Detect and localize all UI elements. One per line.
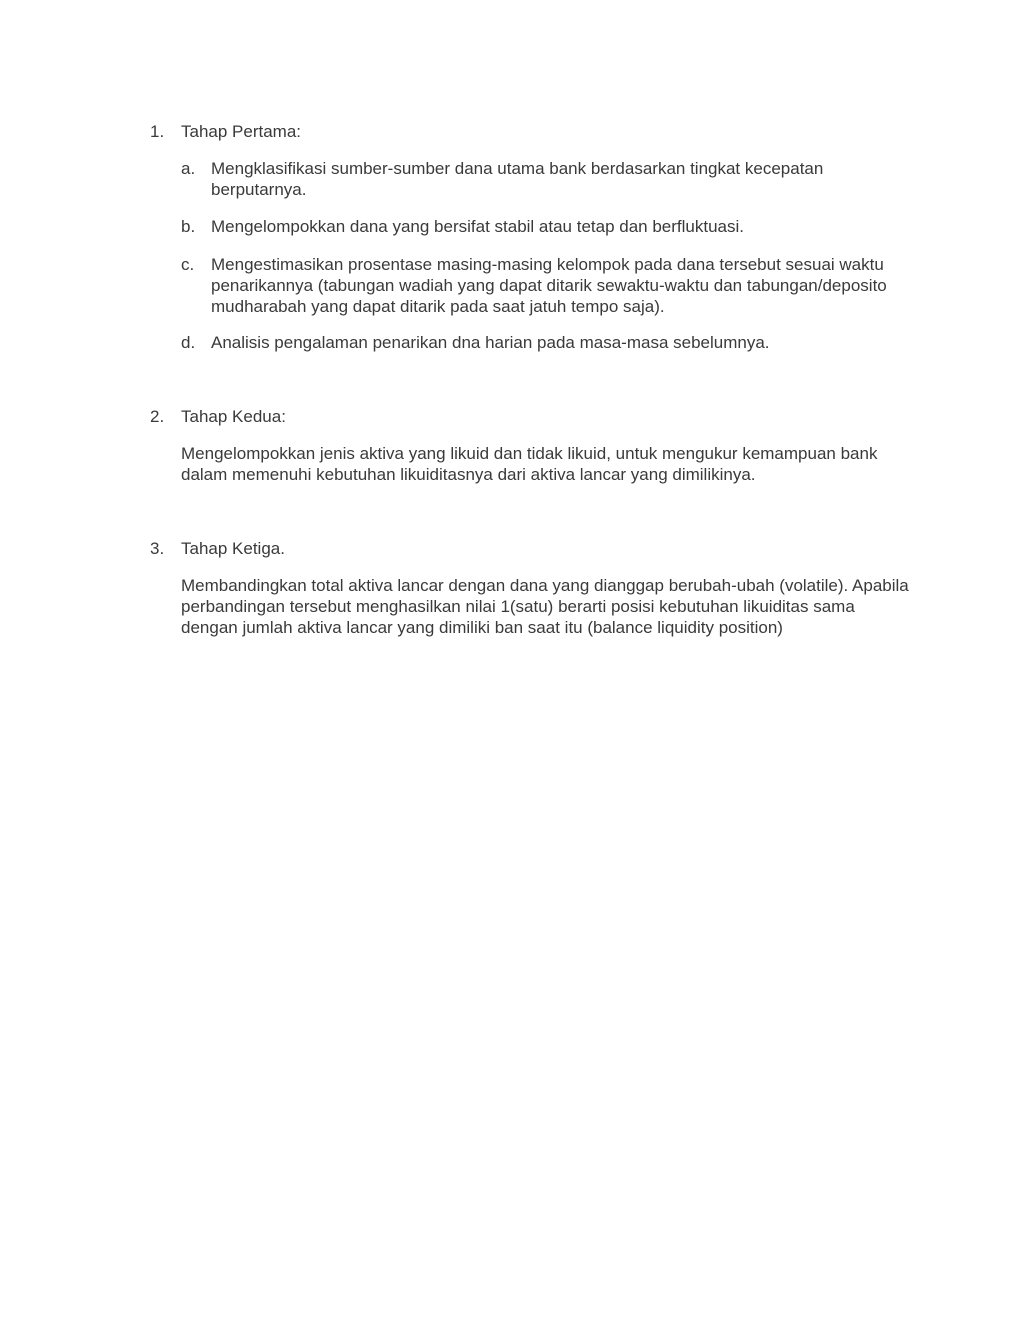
section-title: Tahap Ketiga. (181, 539, 285, 558)
list-item-text: Mengelompokkan dana yang bersifat stabil atau tetap dan berfluktuasi. (211, 217, 745, 236)
list-marker: b. (181, 217, 196, 236)
list-marker: d. (181, 333, 196, 352)
list-marker: a. (181, 159, 196, 178)
section-number: 1. (150, 122, 165, 141)
list-item-text: Analisis pengalaman penarikan dna harian pada masa-masa sebelumnya. (211, 333, 770, 352)
list-marker: c. (181, 255, 195, 274)
section-title: Tahap Kedua: (181, 407, 286, 426)
section-number: 2. (150, 407, 165, 426)
section-title: Tahap Pertama: (181, 122, 302, 141)
section-paragraph: Mengelompokkan jenis aktiva yang likuid dan tidak likuid, untuk mengukur kemampuan bank dalam memenuhi kebutuhan likuiditasnya dari aktiva lancar yang dimilikinya. (181, 444, 878, 484)
section-number: 3. (150, 539, 165, 558)
list-item-text: Mengklasifikasi sumber-sumber dana utama bank berdasarkan tingkat kecepatan berputarnya. (211, 159, 824, 199)
list-item-text: Mengestimasikan prosentase masing-masing kelompok pada dana tersebut sesuai waktu penarikannya (tabungan wadiah yang dapat ditarik sewaktu-waktu dan tabungan/deposito mudharabah yang dapat ditarik pada saat jatuh tempo saja). (211, 255, 887, 316)
section-paragraph: Membandingkan total aktiva lancar dengan dana yang dianggap berubah-ubah (volatile). Apabila perbandingan tersebut menghasilkan nilai 1(satu) berarti posisi kebutuhan likuiditas sama dengan jumlah aktiva lancar yang dimiliki ban saat itu (balance liquidity position) (181, 576, 909, 637)
